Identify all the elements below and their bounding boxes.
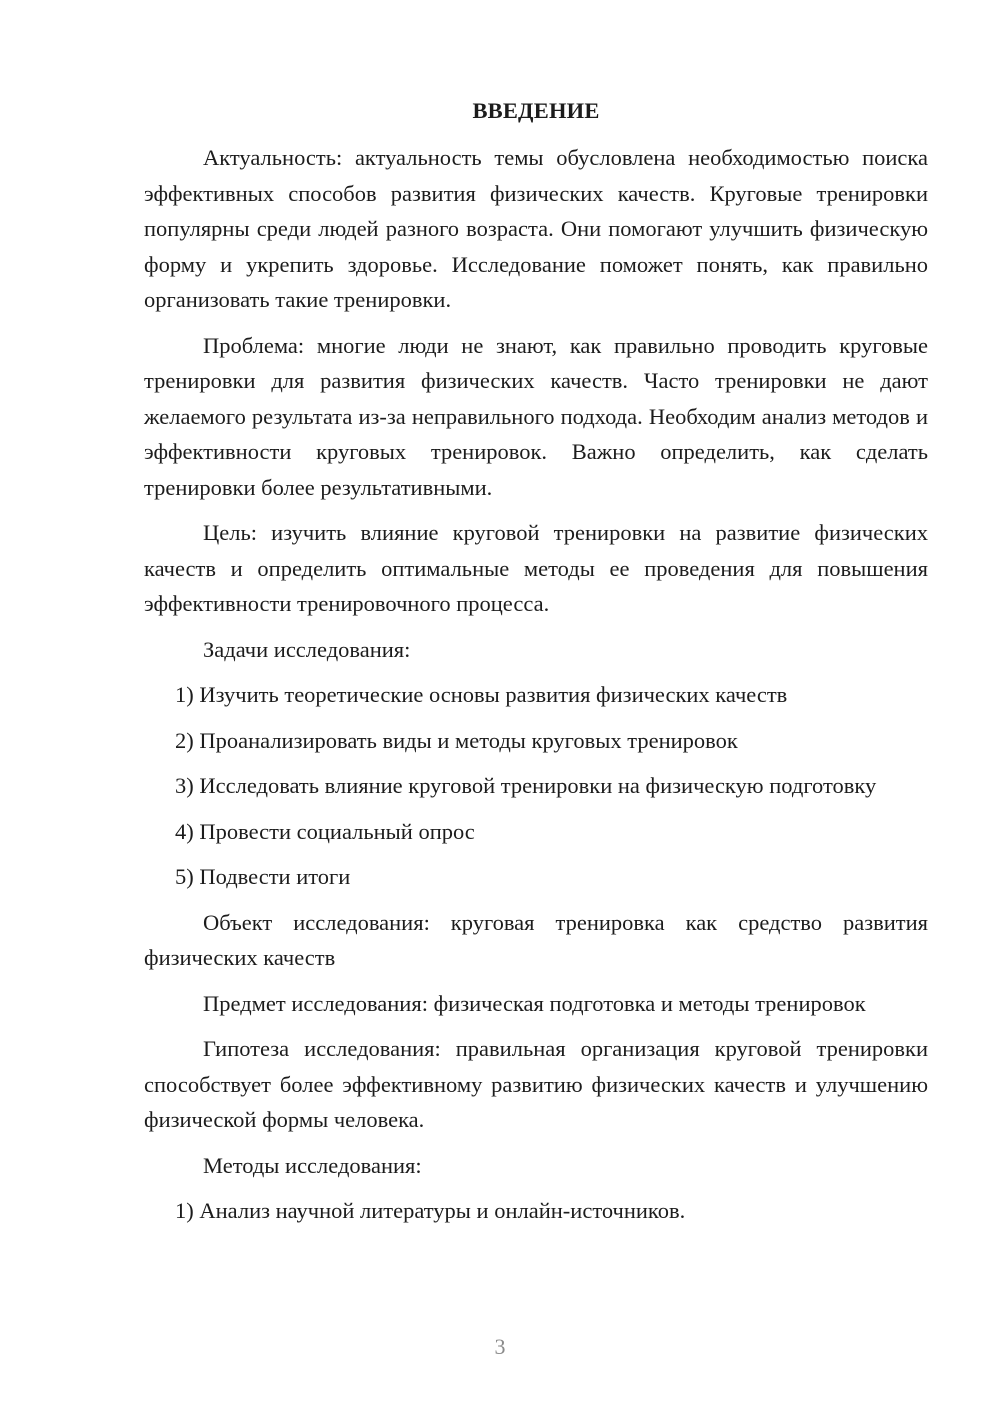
task-item: 3) Исследовать влияние круговой тренировки на физическую подготовку	[175, 773, 877, 798]
page-number: 3	[494, 1334, 506, 1359]
object-paragraph: Объект исследования: круговая тренировка как средство развития физических качеств	[144, 909, 928, 970]
goal-paragraph: Цель: изучить влияние круговой тренировки на развитие физических качеств и определить оптимальные методы ее проведения для повышения эффективности тренировочного процесса.	[144, 520, 928, 616]
methods-heading: Методы исследования:	[203, 1152, 422, 1178]
task-item: 1) Изучить теоретические основы развития физических качеств	[175, 682, 788, 707]
hypothesis-paragraph: Гипотеза исследования: правильная организация круговой тренировки способствует более эффективному развитию физических качеств и улучшению физической формы человека.	[144, 1036, 928, 1132]
tasks-heading: Задачи исследования:	[203, 636, 411, 662]
task-item: 5) Подвести итоги	[175, 864, 351, 889]
page-title: ВВЕДЕНИЕ	[472, 98, 600, 123]
page-content	[144, 93, 928, 1239]
problem-paragraph: Проблема: многие люди не знают, как правильно проводить круговые тренировки для развития физических качеств. Часто тренировки не дают желаемого результата из-за неправильного подхода. Необходим анализ методов и эффективности круговых тренировок. Важно определить, как сделать тренировки более результативными.	[144, 332, 928, 500]
method-item: 1) Анализ научной литературы и онлайн-источников.	[175, 1198, 686, 1223]
task-item: 2) Проанализировать виды и методы круговых тренировок	[175, 727, 738, 753]
subject-paragraph: Предмет исследования: физическая подготовка и методы тренировок	[203, 990, 866, 1016]
relevance-paragraph: Актуальность: актуальность темы обусловлена необходимостью поиска эффективных способов развития физических качеств. Круговые тренировки популярны среди людей разного возраста. Они помогают улучшить физическую форму и укрепить здоровье. Исследование поможет понять, как правильно организовать такие тренировки.	[144, 145, 928, 312]
task-item: 4) Провести социальный опрос	[175, 818, 475, 844]
